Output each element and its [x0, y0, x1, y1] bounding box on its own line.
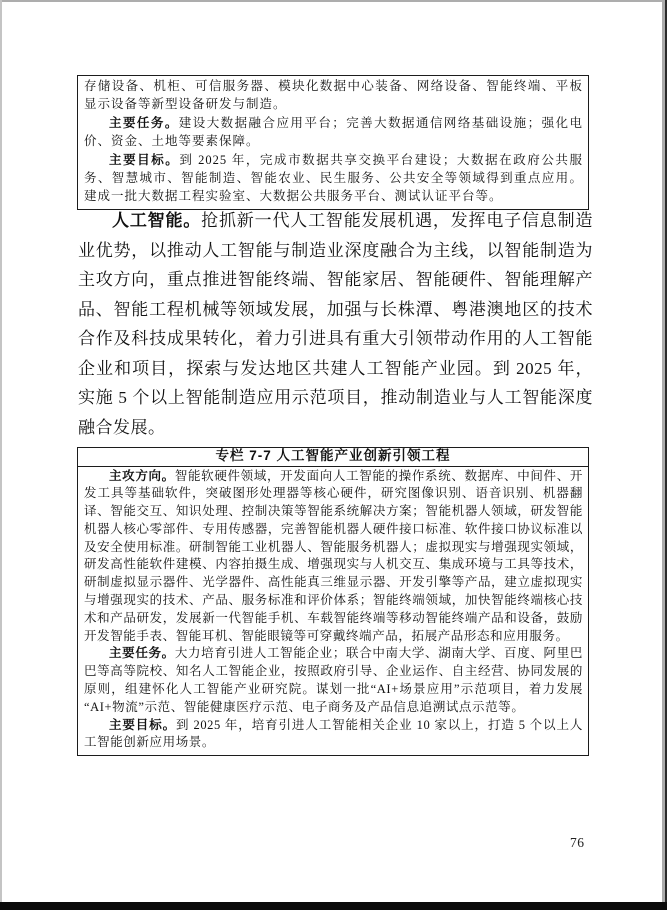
box1-goals-text: 到 2025 年，完成市数据共享交换平台建设；大数据在政府公共服务、智慧城市、智能制造、智能农业、民生服务、公共安全等领域得到重点应用。建成一批大数据工程实验室、大数据公共服务平台、测试认证平台等。 — [84, 152, 583, 204]
box2-paragraph-goals — [84, 717, 583, 753]
ai-column-7-7-box — [77, 447, 589, 756]
box2-tasks-text: 大力培育引进人工智能企业；联合中南大学、湖南大学、百度、阿里巴巴等高等院校、知名人工智能企业，按照政府引导、企业运作、自主经营、协同发展的原则，组建怀化人工智能产业研究院。谋划一批“AI+场景应用”示范项目，着力发展“AI+物流”示范、智能健康医疗示范、电子商务及产品信息追溯试点示范等。 — [84, 646, 583, 714]
box2-direction-text: 智能软硬件领域，开发面向人工智能的操作系统、数据库、中间件、开发工具等基础软件，突破图形处理器等核心硬件，研究图像识别、语音识别、机器翻译、智能交互、知识处理、控制决策等智能系统解决方案；智能机器人领域，研发智能机器人核心零部件、专用传感器，完善智能机器人硬件接口标准、软件接口协议标准以及安全使用标准。研制智能工业机器人、智能服务机器人；虚拟现实与增强现实领域，研发高性能软件建模、内容拍摄生成、增强现实与人机交互、集成环境与工具等技术，研制虚拟显示器件、光学器件、高性能真三维显示器、开发引擎等产品，建立虚拟现实与增强现实的技术、产品、服务标准和评价体系；智能终端领域，加快智能终端核心技术和产品研发，发展新一代智能手机、车载智能终端等移动智能终端产品和设备，鼓励开发智能手表、智能耳机、智能眼镜等可穿戴终端产品，拓展产品形态和应用服务。 — [84, 468, 583, 643]
ai-column-7-7-title: 专栏 7-7 人工智能产业创新引领工程 — [78, 448, 588, 467]
scan-edge-top — [0, 0, 667, 2]
box2-direction-label: 主攻方向。 — [109, 468, 175, 483]
box1-paragraph-tasks — [84, 114, 583, 151]
box1-paragraph-goals — [84, 151, 583, 206]
page-number: 76 — [570, 835, 585, 850]
box1-goals-label: 主要目标。 — [109, 152, 180, 167]
box1-tasks-text: 建设大数据融合应用平台；完善大数据通信网络基础设施；强化电价、资金、土地等要素保障。 — [84, 115, 583, 149]
big-data-column-body — [78, 76, 588, 209]
box2-goals-label: 主要目标。 — [109, 717, 177, 732]
box2-goals-text: 到 2025 年，培育引进人工智能相关企业 10 家以上，打造 5 个以上人工智能创新应用场景。 — [84, 717, 583, 750]
box1-paragraph-continuation — [84, 77, 583, 114]
ai-column-7-7-body — [78, 467, 588, 756]
box1-tasks-label: 主要任务。 — [109, 115, 179, 130]
box2-paragraph-tasks — [84, 645, 583, 716]
ai-body-paragraph — [78, 206, 593, 442]
scan-edge-bottom — [0, 902, 667, 910]
box2-paragraph-direction — [84, 468, 583, 646]
scan-edge-left — [0, 0, 2, 910]
box1-paragraph-continuation-text: 存储设备、机柜、可信服务器、模块化数据中心装备、网络设备、智能终端、平板显示设备等新型设备研发与制造。 — [84, 79, 583, 112]
ai-paragraph-text: 抢抓新一代人工智能发展机遇，发挥电子信息制造业优势，以推动人工智能与制造业深度融合为主线，以智能制造为主攻方向，重点推进智能终端、智能家居、智能硬件、智能理解产品、智能工程机械等领域发展，加强与长株潭、粤港澳地区的技术合作及科技成果转化，着力引进具有重大引领带动作用的人工智能企业和项目，探索与发达地区共建人工智能产业园。到 2025 年，实施 5 个以上智能制造应用示范项目，推动制造业与人工智能深度融合发展。 — [78, 211, 594, 437]
ai-paragraph-lead-label: 人工智能。 — [112, 211, 202, 230]
big-data-column-box — [77, 75, 589, 210]
box2-tasks-label: 主要任务。 — [109, 646, 175, 661]
